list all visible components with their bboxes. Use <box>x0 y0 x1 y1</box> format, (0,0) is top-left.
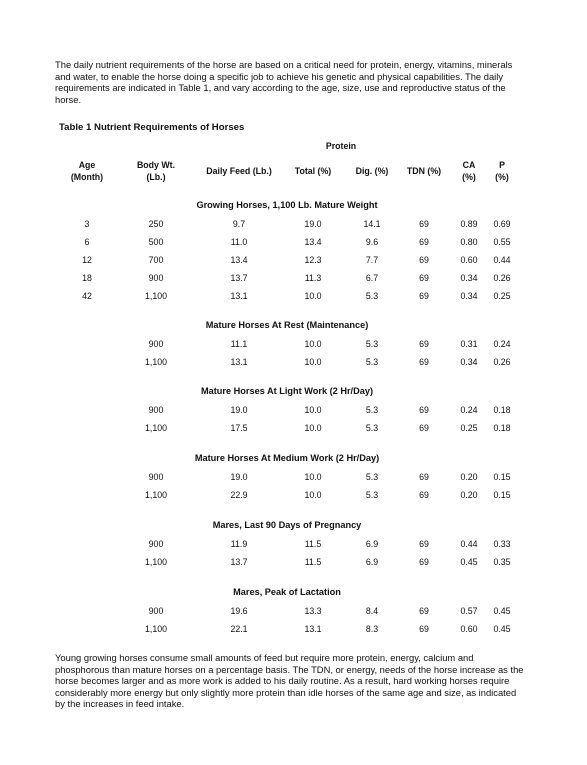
table-row <box>0 219 587 231</box>
cell-body-wt: 250 <box>148 219 164 229</box>
cell-p: 0.15 <box>493 490 511 500</box>
cell-p: 0.45 <box>493 624 511 634</box>
table-title: Table 1 Nutrient Requirements of Horses <box>59 122 245 133</box>
cell-protein-dig: 5.3 <box>365 423 379 433</box>
cell-protein-total: 19.0 <box>304 219 322 229</box>
cell-tdn: 69 <box>419 237 429 247</box>
cell-protein-total: 10.0 <box>304 291 322 301</box>
header-ca: CA <box>462 160 476 170</box>
cell-daily-feed: 13.7 <box>230 273 248 283</box>
cell-p: 0.18 <box>493 405 511 415</box>
table-row <box>0 472 587 484</box>
cell-tdn: 69 <box>419 405 429 415</box>
cell-daily-feed: 19.6 <box>230 606 248 616</box>
cell-protein-total: 13.1 <box>304 624 322 634</box>
cell-age: 18 <box>82 273 92 283</box>
intro-paragraph: The daily nutrient requirements of the horse are based on a critical need for protein, energy, vitamins, minerals and water, to enable the horse doing a specific job to achieve his genetic and physical capabilities. The daily requirements are indicated in Table 1, and vary according to the age, size, use and reproductive status of the horse. <box>55 59 513 105</box>
cell-ca: 0.20 <box>460 490 478 500</box>
section-title: Mares, Peak of Lactation <box>233 587 341 597</box>
cell-protein-total: 10.0 <box>304 490 322 500</box>
cell-tdn: 69 <box>419 273 429 283</box>
header-protein-dig: Dig. (%) <box>355 166 389 176</box>
cell-tdn: 69 <box>419 490 429 500</box>
cell-protein-total: 11.3 <box>304 273 322 283</box>
cell-ca: 0.89 <box>460 219 478 229</box>
cell-daily-feed: 17.5 <box>230 423 248 433</box>
cell-protein-dig: 6.7 <box>365 273 379 283</box>
cell-protein-dig: 8.3 <box>365 624 379 634</box>
cell-daily-feed: 13.7 <box>230 557 248 567</box>
cell-protein-dig: 14.1 <box>363 219 381 229</box>
cell-protein-total: 10.0 <box>304 339 322 349</box>
cell-age: 12 <box>82 255 92 265</box>
cell-daily-feed: 11.0 <box>230 237 248 247</box>
cell-body-wt: 900 <box>148 472 164 482</box>
cell-p: 0.24 <box>493 339 511 349</box>
cell-body-wt: 900 <box>148 339 164 349</box>
cell-protein-dig: 9.6 <box>365 237 379 247</box>
cell-protein-dig: 5.3 <box>365 490 379 500</box>
header-p-unit: (%) <box>495 172 509 182</box>
section-title: Growing Horses, 1,100 Lb. Mature Weight <box>196 200 378 210</box>
cell-body-wt: 1,100 <box>144 557 168 567</box>
table-row <box>0 606 587 618</box>
table-row <box>0 423 587 435</box>
section-title: Mature Horses At Medium Work (2 Hr/Day) <box>194 453 380 463</box>
cell-tdn: 69 <box>419 255 429 265</box>
table-row <box>0 255 587 267</box>
cell-body-wt: 1,100 <box>144 291 168 301</box>
cell-ca: 0.34 <box>460 291 478 301</box>
cell-daily-feed: 11.9 <box>230 539 248 549</box>
cell-daily-feed: 9.7 <box>232 219 246 229</box>
cell-p: 0.25 <box>493 291 511 301</box>
protein-group-header: Protein <box>325 141 357 151</box>
cell-protein-total: 10.0 <box>304 472 322 482</box>
cell-p: 0.26 <box>493 357 511 367</box>
cell-p: 0.18 <box>493 423 511 433</box>
cell-p: 0.35 <box>493 557 511 567</box>
table-row <box>0 490 587 502</box>
header-ca-unit: (%) <box>462 172 476 182</box>
cell-daily-feed: 13.4 <box>230 255 248 265</box>
table-row <box>0 237 587 249</box>
cell-ca: 0.60 <box>460 255 478 265</box>
cell-tdn: 69 <box>419 357 429 367</box>
cell-daily-feed: 13.1 <box>230 291 248 301</box>
cell-p: 0.33 <box>493 539 511 549</box>
cell-p: 0.45 <box>493 606 511 616</box>
cell-body-wt: 1,100 <box>144 624 168 634</box>
cell-protein-total: 10.0 <box>304 405 322 415</box>
cell-daily-feed: 11.1 <box>230 339 248 349</box>
cell-protein-total: 11.5 <box>304 557 322 567</box>
cell-ca: 0.44 <box>460 539 478 549</box>
header-age: Age <box>78 160 96 170</box>
cell-protein-dig: 8.4 <box>365 606 379 616</box>
cell-ca: 0.34 <box>460 273 478 283</box>
cell-body-wt: 900 <box>148 273 164 283</box>
cell-daily-feed: 13.1 <box>230 357 248 367</box>
section-title: Mares, Last 90 Days of Pregnancy <box>212 520 362 530</box>
cell-ca: 0.60 <box>460 624 478 634</box>
cell-daily-feed: 22.1 <box>230 624 248 634</box>
cell-body-wt: 900 <box>148 606 164 616</box>
cell-protein-dig: 5.3 <box>365 405 379 415</box>
table-row <box>0 557 587 569</box>
cell-age: 42 <box>82 291 92 301</box>
cell-p: 0.44 <box>493 255 511 265</box>
cell-body-wt: 700 <box>148 255 164 265</box>
cell-protein-total: 13.3 <box>304 606 322 616</box>
table-row <box>0 339 587 351</box>
cell-p: 0.69 <box>493 219 511 229</box>
section-title: Mature Horses At Rest (Maintenance) <box>205 320 369 330</box>
cell-protein-total: 13.4 <box>304 237 322 247</box>
cell-protein-dig: 7.7 <box>365 255 379 265</box>
cell-protein-dig: 5.3 <box>365 357 379 367</box>
table-row <box>0 291 587 303</box>
table-row <box>0 357 587 369</box>
cell-ca: 0.80 <box>460 237 478 247</box>
cell-body-wt: 900 <box>148 405 164 415</box>
cell-tdn: 69 <box>419 423 429 433</box>
header-body-wt-unit: (Lb.) <box>146 172 166 182</box>
cell-ca: 0.31 <box>460 339 478 349</box>
header-protein-total: Total (%) <box>294 166 332 176</box>
header-age-unit: (Month) <box>70 172 104 182</box>
cell-daily-feed: 19.0 <box>230 405 248 415</box>
cell-daily-feed: 22.9 <box>230 490 248 500</box>
table-row <box>0 539 587 551</box>
cell-ca: 0.24 <box>460 405 478 415</box>
cell-protein-total: 12.3 <box>304 255 322 265</box>
cell-ca: 0.25 <box>460 423 478 433</box>
header-body-wt: Body Wt. <box>136 160 176 170</box>
table-row <box>0 405 587 417</box>
cell-body-wt: 900 <box>148 539 164 549</box>
cell-tdn: 69 <box>419 472 429 482</box>
table-row <box>0 273 587 285</box>
cell-body-wt: 1,100 <box>144 357 168 367</box>
cell-tdn: 69 <box>419 624 429 634</box>
header-p: P <box>499 160 505 170</box>
cell-protein-dig: 5.3 <box>365 339 379 349</box>
cell-tdn: 69 <box>419 219 429 229</box>
section-title: Mature Horses At Light Work (2 Hr/Day) <box>200 386 374 396</box>
cell-protein-total: 10.0 <box>304 423 322 433</box>
cell-age: 6 <box>84 237 90 247</box>
cell-p: 0.15 <box>493 472 511 482</box>
cell-ca: 0.57 <box>460 606 478 616</box>
cell-ca: 0.34 <box>460 357 478 367</box>
cell-tdn: 69 <box>419 606 429 616</box>
cell-p: 0.26 <box>493 273 511 283</box>
outro-paragraph: Young growing horses consume small amounts of feed but require more protein, energy, calcium and phosphorous than mature horses on a percentage basis. The TDN, or energy, needs of the horse increase as the horse becomes larger and as more work is added to his daily routine. As a result, hard working horses require considerably more energy but only slightly more protein than idle horses of the same age and size, as indicated by the increases in feed intake. <box>55 652 524 710</box>
cell-tdn: 69 <box>419 539 429 549</box>
cell-tdn: 69 <box>419 557 429 567</box>
cell-protein-total: 10.0 <box>304 357 322 367</box>
table-row <box>0 624 587 636</box>
cell-protein-dig: 6.9 <box>365 557 379 567</box>
cell-body-wt: 500 <box>148 237 164 247</box>
cell-age: 3 <box>84 219 90 229</box>
cell-ca: 0.20 <box>460 472 478 482</box>
cell-protein-dig: 5.3 <box>365 291 379 301</box>
cell-tdn: 69 <box>419 291 429 301</box>
header-tdn: TDN (%) <box>406 166 442 176</box>
cell-protein-total: 11.5 <box>304 539 322 549</box>
cell-body-wt: 1,100 <box>144 490 168 500</box>
cell-protein-dig: 5.3 <box>365 472 379 482</box>
header-daily-feed: Daily Feed (Lb.) <box>206 166 272 176</box>
cell-p: 0.55 <box>493 237 511 247</box>
cell-daily-feed: 19.0 <box>230 472 248 482</box>
cell-protein-dig: 6.9 <box>365 539 379 549</box>
cell-ca: 0.45 <box>460 557 478 567</box>
cell-tdn: 69 <box>419 339 429 349</box>
cell-body-wt: 1,100 <box>144 423 168 433</box>
